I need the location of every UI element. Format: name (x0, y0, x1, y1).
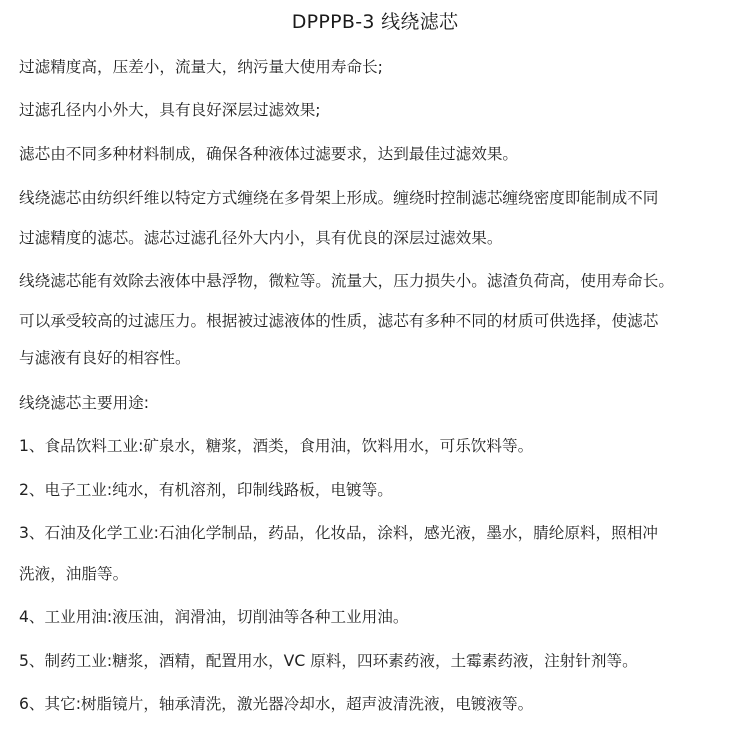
list-item: 5、制药工业:糖浆，酒精，配置用水，VC 原料，四环素药液，土霉素药液，注射针剂等。 (19, 652, 638, 670)
paragraph-line: 过滤孔径内小外大，具有良好深层过滤效果; (19, 101, 321, 119)
paragraph-line: 与滤液有良好的相容性。 (19, 349, 191, 367)
paragraph-line: 线绕滤芯能有效除去液体中悬浮物，微粒等。流量大，压力损失小。滤渣负荷高，使用寿命长。 (19, 272, 674, 290)
list-item: 3、石油及化学工业:石油化学制品，药品，化妆品，涂料，感光液，墨水，腈纶原料，照相冲 (19, 524, 658, 542)
list-item-continuation: 洗液，油脂等。 (19, 565, 129, 583)
paragraph-line: 可以承受较高的过滤压力。根据被过滤液体的性质，滤芯有多种不同的材质可供选择，使滤芯 (19, 312, 659, 330)
section-heading: 线绕滤芯主要用途: (19, 394, 150, 412)
paragraph-line: 线绕滤芯由纺织纤维以特定方式缠绕在多骨架上形成。缠绕时控制滤芯缠绕密度即能制成不同 (19, 189, 659, 207)
list-item: 1、食品饮料工业:矿泉水，糖浆，酒类，食用油，饮料用水，可乐饮料等。 (19, 437, 534, 455)
list-item: 4、工业用油:液压油，润滑油，切削油等各种工业用油。 (19, 608, 409, 626)
list-item: 2、电子工业:纯水，有机溶剂，印制线路板，电镀等。 (19, 481, 393, 499)
paragraph-line: 滤芯由不同多种材料制成，确保各种液体过滤要求，达到最佳过滤效果。 (19, 145, 519, 163)
list-item: 6、其它:树脂镜片，轴承清洗，激光器冷却水，超声波清洗液，电镀液等。 (19, 695, 534, 713)
paragraph-line: 过滤精度高，压差小，流量大，纳污量大使用寿命长; (19, 58, 383, 76)
paragraph-line: 过滤精度的滤芯。滤芯过滤孔径外大内小，具有优良的深层过滤效果。 (19, 229, 503, 247)
page-title: DPPPB-3 线绕滤芯 (291, 11, 459, 33)
